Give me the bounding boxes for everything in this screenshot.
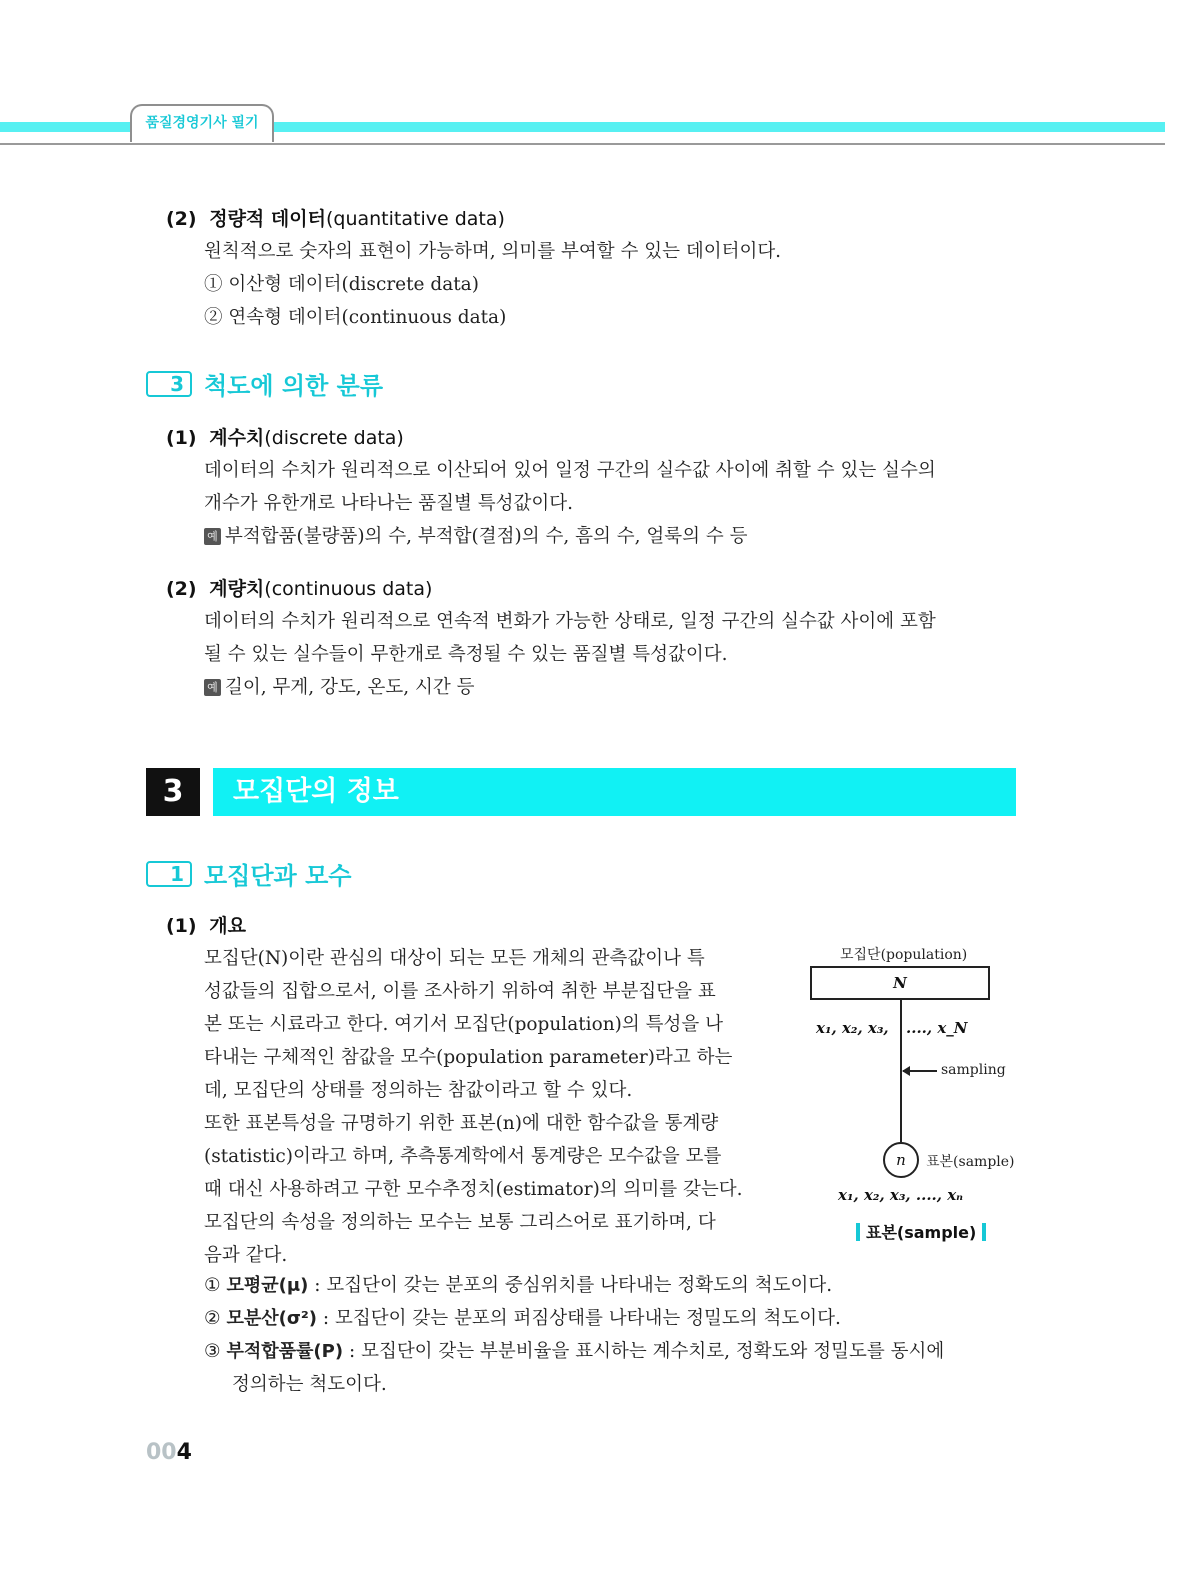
section-title: 모집단과 모수 [204,862,352,890]
sampling-label: sampling [941,1062,1006,1078]
term-population-mean: 모평균(μ) [226,1275,309,1296]
paragraph-line: 타내는 구체적인 참값을 모수(population parameter)라고 하는 [204,1047,733,1068]
paragraph-line: (statistic)이라고 하며, 추측통계학에서 통계량은 모수값을 모를 [204,1146,722,1167]
arrow-head-icon [902,1066,910,1076]
example-badge: 예 [204,679,221,696]
caption-mark-right [982,1223,986,1241]
subheading-number: (1) [166,427,197,449]
population-label: 모집단(population) [840,947,968,963]
population-values-tail: ...., x_N [906,1019,968,1037]
term-description: : 모집단이 갖는 분포의 퍼짐상태를 나타내는 정밀도의 척도이다. [317,1308,841,1329]
subheading-quantitative [166,204,505,231]
list-item-mean [204,1269,832,1302]
header-rule [0,143,1165,145]
term-description: : 모집단이 갖는 부분비율을 표시하는 계수치로, 정확도와 정밀도를 동시에 [343,1341,945,1362]
paragraph-line: 데이터의 수치가 원리적으로 연속적 변화가 가능한 상태로, 일정 구간의 실수값 사이에 포함 [204,611,936,632]
subheading-english: (continuous data) [264,578,433,600]
figure-caption [850,1220,992,1243]
list-marker: ③ [204,1341,221,1362]
chapter-title: 모집단의 정보 [213,768,1016,816]
example-badge: 예 [204,528,221,545]
sample-symbol: n [896,1151,906,1169]
paragraph-line: 음과 같다. [204,1245,288,1266]
list-item-defect-rate [204,1335,944,1368]
caption-text: 표본(sample) [866,1223,977,1242]
paragraph-line: 또한 표본특성을 규명하기 위한 표본(n)에 대한 함수값을 통계량 [204,1113,719,1134]
page-number-prefix: 00 [146,1440,177,1465]
subheading-number: (2) [166,208,197,230]
page-number [146,1440,192,1465]
subheading-overview [166,911,246,938]
population-values: x₁, x₂, x₃, [816,1019,889,1037]
term-defect-rate: 부적합품률(P) [226,1341,344,1362]
subheading-english: (quantitative data) [325,208,505,230]
example-line [204,520,747,553]
caption-mark-left [856,1223,860,1241]
list-item: ① 이산형 데이터(discrete data) [204,274,479,295]
paragraph-line: 모집단의 속성을 정의하는 모수는 보통 그리스어로 표기하며, 다 [204,1212,716,1233]
sample-node [883,1142,919,1178]
example-line [204,671,475,704]
subheading-title: 계량치 [209,578,265,600]
paragraph-line: 데이터의 수치가 원리적으로 이산되어 있어 일정 구간의 실수값 사이에 취할 수 있는 실수의 [204,460,936,481]
page-number-current: 4 [176,1440,192,1465]
example-text: 부적합품(불량품)의 수, 부적합(결점)의 수, 흠의 수, 얼룩의 수 등 [225,526,748,547]
paragraph-line: 개수가 유한개로 나타나는 품질별 특성값이다. [204,493,573,514]
header-book-title-tab: 품질경영기사 필기 [130,104,274,142]
term-description: : 모집단이 갖는 분포의 중심위치를 나타내는 정확도의 척도이다. [308,1275,833,1296]
subheading-number: (2) [166,578,197,600]
list-marker: ② [204,1308,221,1329]
chapter-number: 3 [146,768,200,816]
paragraph-line: 원칙적으로 숫자의 표현이 가능하며, 의미를 부여할 수 있는 데이터이다. [204,241,782,262]
sample-label: 표본(sample) [926,1154,1015,1170]
subheading-title: 정량적 데이터 [209,208,326,230]
section-number-box: 3 [146,371,192,397]
list-marker: ① [204,1275,221,1296]
term-population-variance: 모분산(σ²) [226,1308,318,1329]
section-title: 척도에 의한 분류 [204,372,383,400]
subheading-title: 개요 [209,915,246,937]
paragraph-line: 본 또는 시료라고 한다. 여기서 모집단(population)의 특성을 나 [204,1014,723,1035]
sample-values: x₁, x₂, x₃, ...., xₙ [838,1186,964,1204]
subheading-continuous [166,574,432,601]
population-symbol: N [893,974,907,992]
list-item: ② 연속형 데이터(continuous data) [204,307,507,328]
paragraph-line: 데, 모집단의 상태를 정의하는 참값이라고 할 수 있다. [204,1080,633,1101]
list-item-continuation: 정의하는 척도이다. [232,1374,387,1395]
list-item-variance [204,1302,841,1335]
paragraph-line: 될 수 있는 실수들이 무한개로 측정될 수 있는 품질별 특성값이다. [204,644,728,665]
subheading-number: (1) [166,915,197,937]
population-box [810,966,990,1000]
paragraph-line: 모집단(N)이란 관심의 대상이 되는 모든 개체의 관측값이나 특 [204,948,705,969]
subheading-title: 계수치 [209,427,265,449]
subheading-discrete [166,423,404,450]
paragraph-line: 성값들의 집합으로서, 이를 조사하기 위하여 취한 부분집단을 표 [204,981,716,1002]
paragraph-line: 때 대신 사용하려고 구한 모수추정치(estimator)의 의미를 갖는다. [204,1179,743,1200]
subheading-english: (discrete data) [264,427,404,449]
example-text: 길이, 무게, 강도, 온도, 시간 등 [225,677,475,698]
section-number-box: 1 [146,861,192,887]
